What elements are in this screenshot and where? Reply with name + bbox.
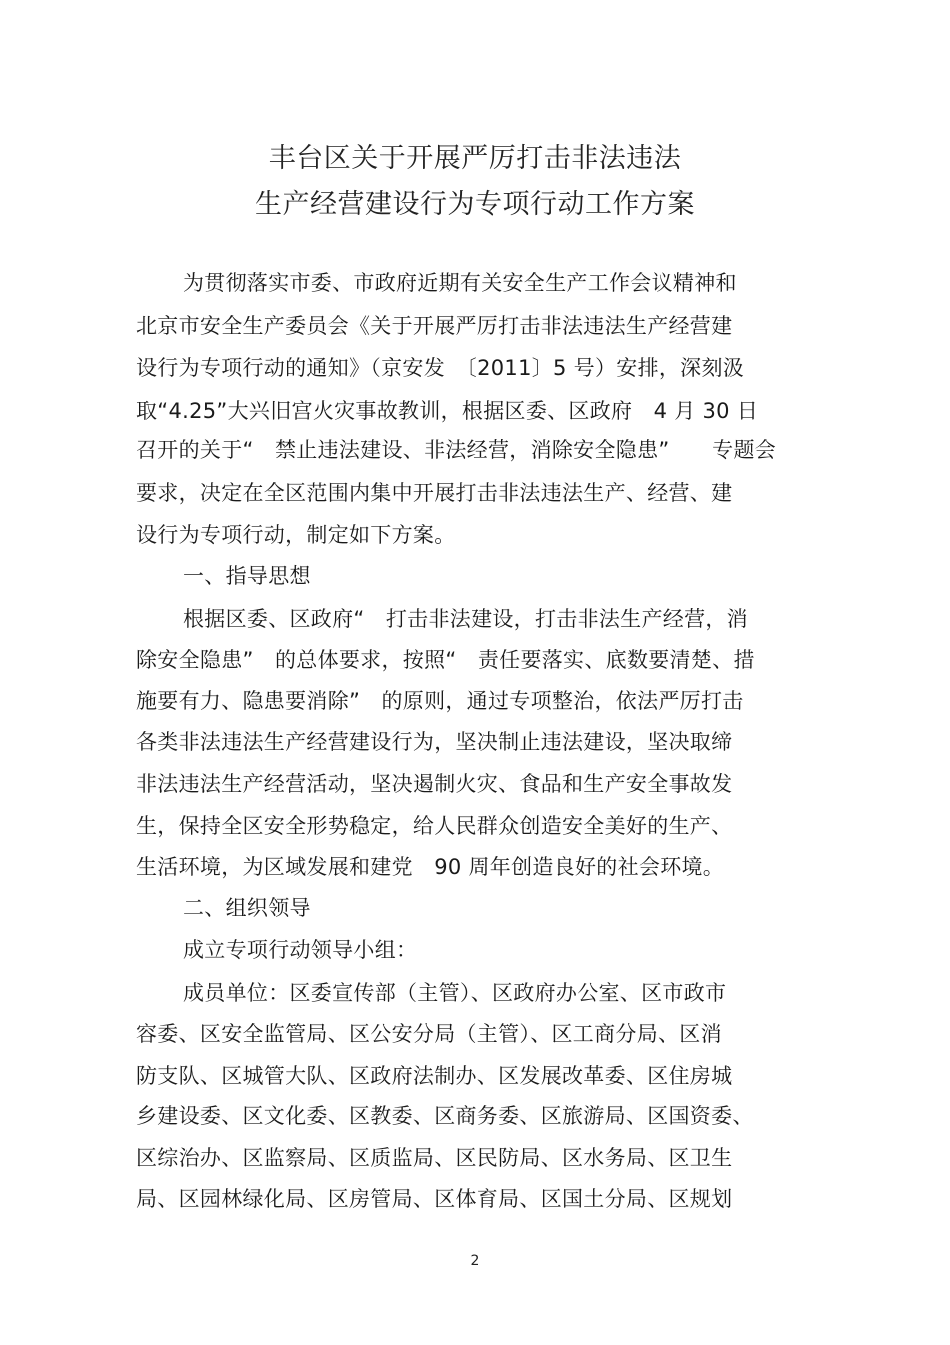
body-line: 生，保持全区安全形势稳定，给人民群众创造安全美好的生产、 <box>136 814 733 838</box>
body-line: 局、区园林绿化局、区房管局、区体育局、区国土分局、区规划 <box>136 1187 733 1211</box>
section-heading: 二、组织领导 <box>183 896 311 920</box>
body-line: 各类非法违法生产经营建设行为，坚决制止违法建设，坚决取缔 <box>136 730 733 754</box>
body-line: 要求，决定在全区范围内集中开展打击非法违法生产、经营、建 <box>136 481 733 505</box>
body-line: 防支队、区城管大队、区政府法制办、区发展改革委、区住房城 <box>136 1064 733 1088</box>
body-line: 生活环境，为区域发展和建党 90 周年创造良好的社会环境。 <box>136 855 725 879</box>
body-line: 除安全隐患” 的总体要求，按照“ 责任要落实、底数要清楚、措 <box>136 648 755 672</box>
page-number: 2 <box>470 1253 480 1269</box>
body-line: 为贯彻落实市委、市政府近期有关安全生产工作会议精神和 <box>183 271 737 295</box>
body-line: 北京市安全生产委员会《关于开展严厉打击非法违法生产经营建 <box>136 314 733 338</box>
body-line: 施要有力、隐患要消除” 的原则，通过专项整治，依法严厉打击 <box>136 689 744 713</box>
body-line: 召开的关于“ 禁止违法建设、非法经营，消除安全隐患” 专题会 <box>136 438 777 462</box>
body-line: 成员单位：区委宣传部（主管）、区政府办公室、区市政市 <box>183 981 727 1005</box>
body-line: 容委、区安全监管局、区公安分局（主管）、区工商分局、区消 <box>136 1022 722 1046</box>
body-line: 根据区委、区政府“ 打击非法建设，打击非法生产经营，消 <box>183 607 748 631</box>
body-line: 非法违法生产经营活动，坚决遏制火灾、食品和生产安全事故发 <box>136 772 733 796</box>
body-line: 区综治办、区监察局、区质监局、区民防局、区水务局、区卫生 <box>136 1146 733 1170</box>
section-heading: 一、指导思想 <box>183 564 311 588</box>
body-line: 设行为专项行动的通知》（京安发 〔2011〕5 号）安排，深刻汲 <box>136 356 745 380</box>
body-line: 设行为专项行动，制定如下方案。 <box>136 523 456 547</box>
document-title-line-2: 生产经营建设行为专项行动工作方案 <box>255 189 695 220</box>
body-line: 成立专项行动领导小组： <box>183 938 418 962</box>
body-line: 乡建设委、区文化委、区教委、区商务委、区旅游局、区国资委、 <box>136 1104 754 1128</box>
document-title-line-1: 丰台区关于开展严厉打击非法违法 <box>268 143 682 174</box>
body-line: 取“4.25”大兴旧宫火灾事故教训，根据区委、区政府 4 月 30 日 <box>136 399 759 423</box>
